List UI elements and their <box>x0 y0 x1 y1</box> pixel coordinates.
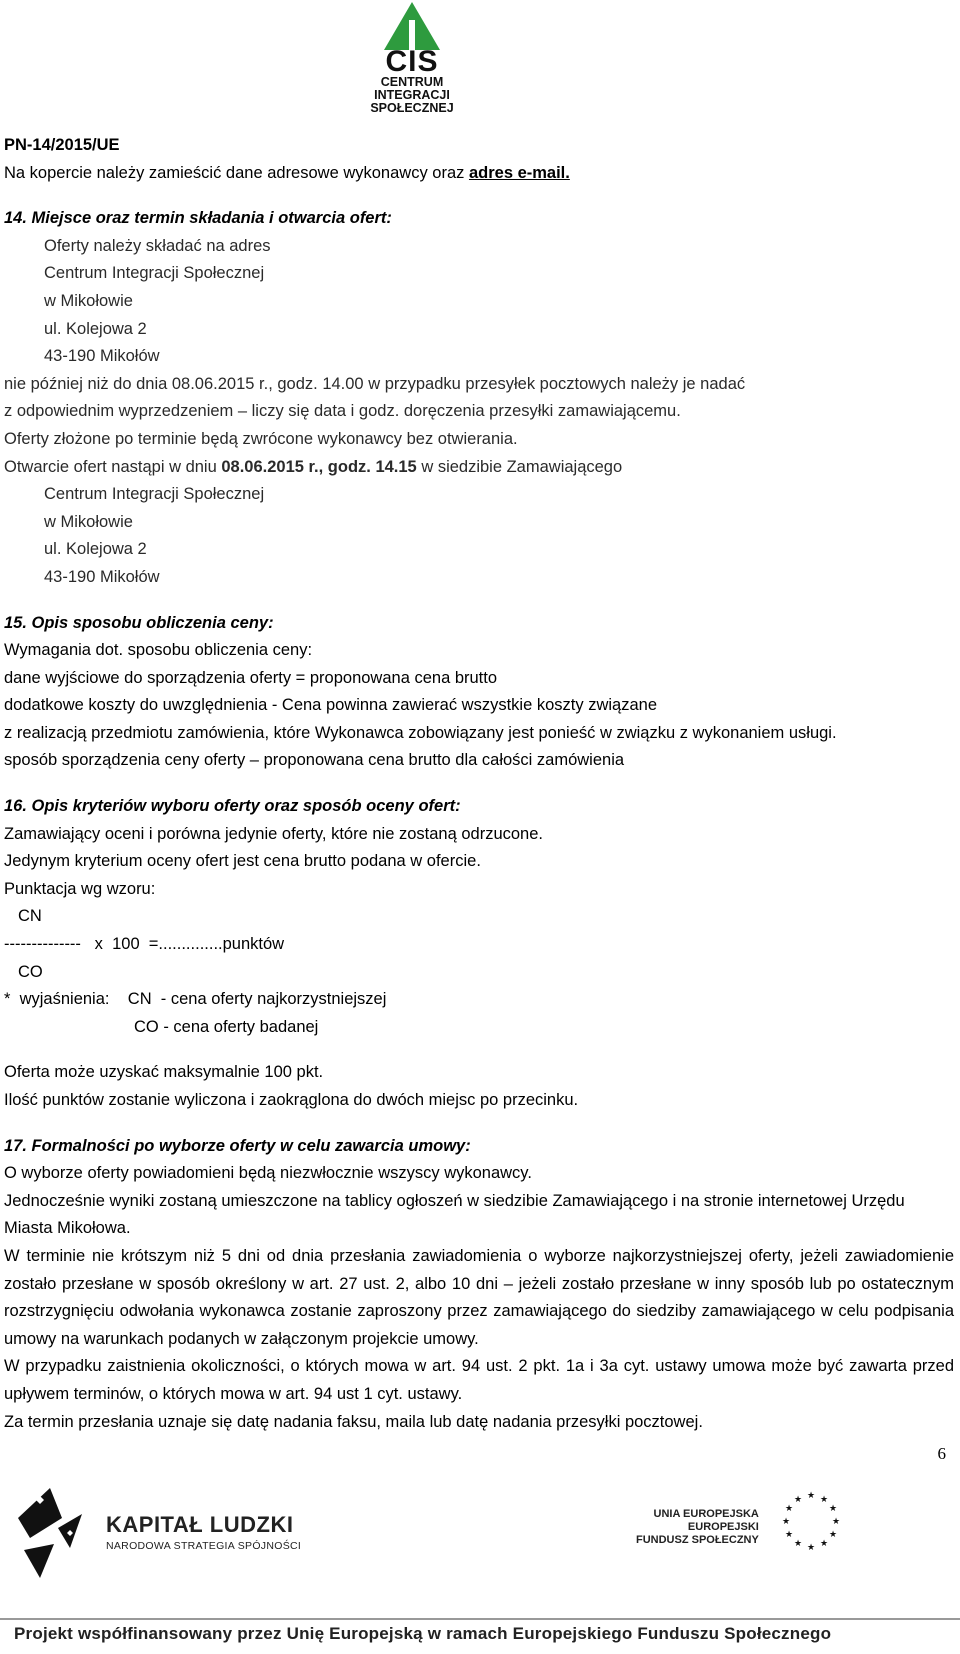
s17-paragraph: W przypadku zaistnienia okoliczności, o których mowa w art. 94 ust. 2 pkt. 1a i 3a cyt. ustawy umowa może być zawarta przed upływem terminów, o których mowa w art. 94 ust 1 cyt. ustawy. <box>4 1357 954 1403</box>
s14-address2-line: w Mikołowie <box>44 512 133 531</box>
kapital-ludzki-logo <box>10 1478 380 1598</box>
footer <box>0 1470 960 1654</box>
svg-text:★: ★ <box>784 1530 794 1540</box>
s14-opening: Otwarcie ofert nastąpi w dniu 08.06.2015 r., godz. 14.15 w siedzibie Zamawiającego <box>4 457 623 476</box>
s16-line: Punktacja wg wzoru: <box>4 879 156 898</box>
s15-line: dodatkowe koszty do uwzględnienia - Cena powinna zawierać wszystkie koszty związane <box>4 696 657 715</box>
svg-text:★: ★ <box>793 1539 803 1549</box>
s14-address-line: w Mikołowie <box>44 291 133 310</box>
s16-max-points: Oferta może uzyskać maksymalnie 100 pkt. <box>4 1063 324 1082</box>
s14-deadline-1: nie później niż do dnia 08.06.2015 r., godz. 14.00 w przypadku przesyłek pocztowych należy je nadać <box>4 374 746 393</box>
s15-last: sposób sporządzenia ceny oferty – proponowana cena brutto dla całości zamówienia <box>4 751 625 770</box>
formula-denominator: CO <box>18 962 43 981</box>
footer-cofinanced-text: Projekt współfinansowany przez Unię Europejską w ramach Europejskiego Funduszu Społecznego <box>14 1624 832 1643</box>
s14-late-offers: Oferty złożone po terminie będą zwrócone wykonawcy bez otwierania. <box>4 429 518 448</box>
kapital-ludzki-subtitle: NARODOWA STRATEGIA SPÓJNOŚCI <box>106 1540 302 1552</box>
page-number: 6 <box>937 1444 946 1463</box>
s16-line: Zamawiający oceni i porówna jedynie oferty, które nie zostaną odrzucone. <box>4 824 543 843</box>
s14-address-line: ul. Kolejowa 2 <box>44 319 147 338</box>
document-body <box>4 132 954 1436</box>
eu-line-2: EUROPEJSKI <box>687 1521 759 1533</box>
section-15-heading: 15. Opis sposobu obliczenia ceny: <box>4 613 274 632</box>
s17-paragraph: W terminie nie krótszym niż 5 dni od dnia przesłania zawiadomienia o wyborze najkorzystniejszej oferty, jeżeli zawiadomienie zostało przesłane w sposób określony w art. 27 ust. 2, albo 10 dni – jeżeli zostało przesłane w inny sposób lub po ostatecznym rozstrzygnięciu odwołania wykonawca zostanie zaproszony przez zamawiającego do siedziby zamawiającego w celu podpisania umowy na warunkach podanych w załączonym projekcie umowy. <box>4 1246 954 1348</box>
section-14-heading: 14. Miejsce oraz termin składania i otwarcia ofert: <box>4 209 392 228</box>
s17-paragraph: Jednocześnie wyniki zostaną umieszczone na tablicy ogłoszeń w siedzibie Zamawiającego i na stronie internetowej Urzędu Miasta Mikołowa. <box>4 1191 905 1238</box>
footer-divider <box>0 1618 960 1620</box>
svg-text:★: ★ <box>793 1495 803 1505</box>
eu-text <box>636 1508 759 1547</box>
s14-address2-line: Centrum Integracji Społecznej <box>44 485 265 504</box>
svg-text:★: ★ <box>806 1543 816 1553</box>
s14-address-line: Centrum Integracji Społecznej <box>44 264 265 283</box>
svg-text:★: ★ <box>819 1539 829 1549</box>
logo-line-3: SPOŁECZNEJ <box>370 101 454 115</box>
svg-text:★: ★ <box>828 1504 838 1514</box>
s14-address2-line: ul. Kolejowa 2 <box>44 540 147 559</box>
envelope-note-emphasis: adres e-mail. <box>468 163 570 182</box>
formula-fraction-line: -------------- x 100 =..............punktów <box>4 935 285 954</box>
formula-explanation-1: * wyjaśnienia: CN - cena oferty najkorzystniejszej <box>4 990 387 1009</box>
svg-text:★: ★ <box>784 1504 794 1514</box>
s17-paragraph: O wyborze oferty powiadomieni będą niezwłocznie wszyscy wykonawcy. <box>4 1164 532 1183</box>
svg-text:★: ★ <box>831 1517 841 1527</box>
logo-line-2: INTEGRACJI <box>374 88 450 102</box>
eu-line-3: FUNDUSZ SPOŁECZNY <box>636 1534 759 1546</box>
eu-stars-icon <box>776 1488 846 1554</box>
formula-numerator: CN <box>18 907 42 926</box>
s14-address2-line: 43-190 Mikołów <box>44 567 160 586</box>
svg-text:★: ★ <box>828 1530 838 1540</box>
logo-line-1: CENTRUM <box>380 75 444 89</box>
kapital-ludzki-icon <box>10 1478 90 1598</box>
s14-deadline-2: z odpowiednim wyprzedzeniem – liczy się data i godz. doręczenia przesyłki zamawiającemu. <box>4 402 681 421</box>
cis-logo <box>362 0 462 120</box>
s15-line: dane wyjściowe do sporządzenia oferty = proponowana cena brutto <box>4 668 498 687</box>
logo-letters: CIS <box>385 45 439 78</box>
s17-paragraph: Za termin przesłania uznaje się datę nadania faksu, maila lub datę nadania przesyłki pocztowej. <box>4 1412 703 1431</box>
formula-explanation-2: CO - cena oferty badanej <box>134 1017 319 1036</box>
svg-text:★: ★ <box>781 1517 791 1527</box>
svg-text:★: ★ <box>819 1495 829 1505</box>
section-17-heading: 17. Formalności po wyborze oferty w celu zawarcia umowy: <box>4 1136 471 1155</box>
s14-address-line: 43-190 Mikołów <box>44 347 160 366</box>
s16-line: Jedynym kryterium oceny ofert jest cena brutto podana w ofercie. <box>4 852 481 871</box>
section-16-heading: 16. Opis kryteriów wyboru oferty oraz sposób oceny ofert: <box>4 797 461 816</box>
envelope-note: Na kopercie należy zamieścić dane adresowe wykonawcy oraz adres e-mail. <box>4 163 570 182</box>
s15-line: Wymagania dot. sposobu obliczenia ceny: <box>4 641 313 660</box>
s16-rounding: Ilość punktów zostanie wyliczona i zaokrąglona do dwóch miejsc po przecinku. <box>4 1091 579 1109</box>
kapital-ludzki-title: KAPITAŁ LUDZKI <box>106 1512 294 1537</box>
doc-reference: PN-14/2015/UE <box>4 136 120 154</box>
s14-intro: Oferty należy składać na adres <box>44 236 271 255</box>
s14-opening-date: 08.06.2015 r., godz. 14.15 <box>221 457 417 476</box>
s15-paragraph: z realizacją przedmiotu zamówienia, które Wykonawca zobowiązany jest ponieść w związku z wykonaniem usługi. <box>4 723 837 742</box>
eu-line-1: UNIA EUROPEJSKA <box>653 1508 759 1520</box>
svg-text:★: ★ <box>806 1491 816 1501</box>
